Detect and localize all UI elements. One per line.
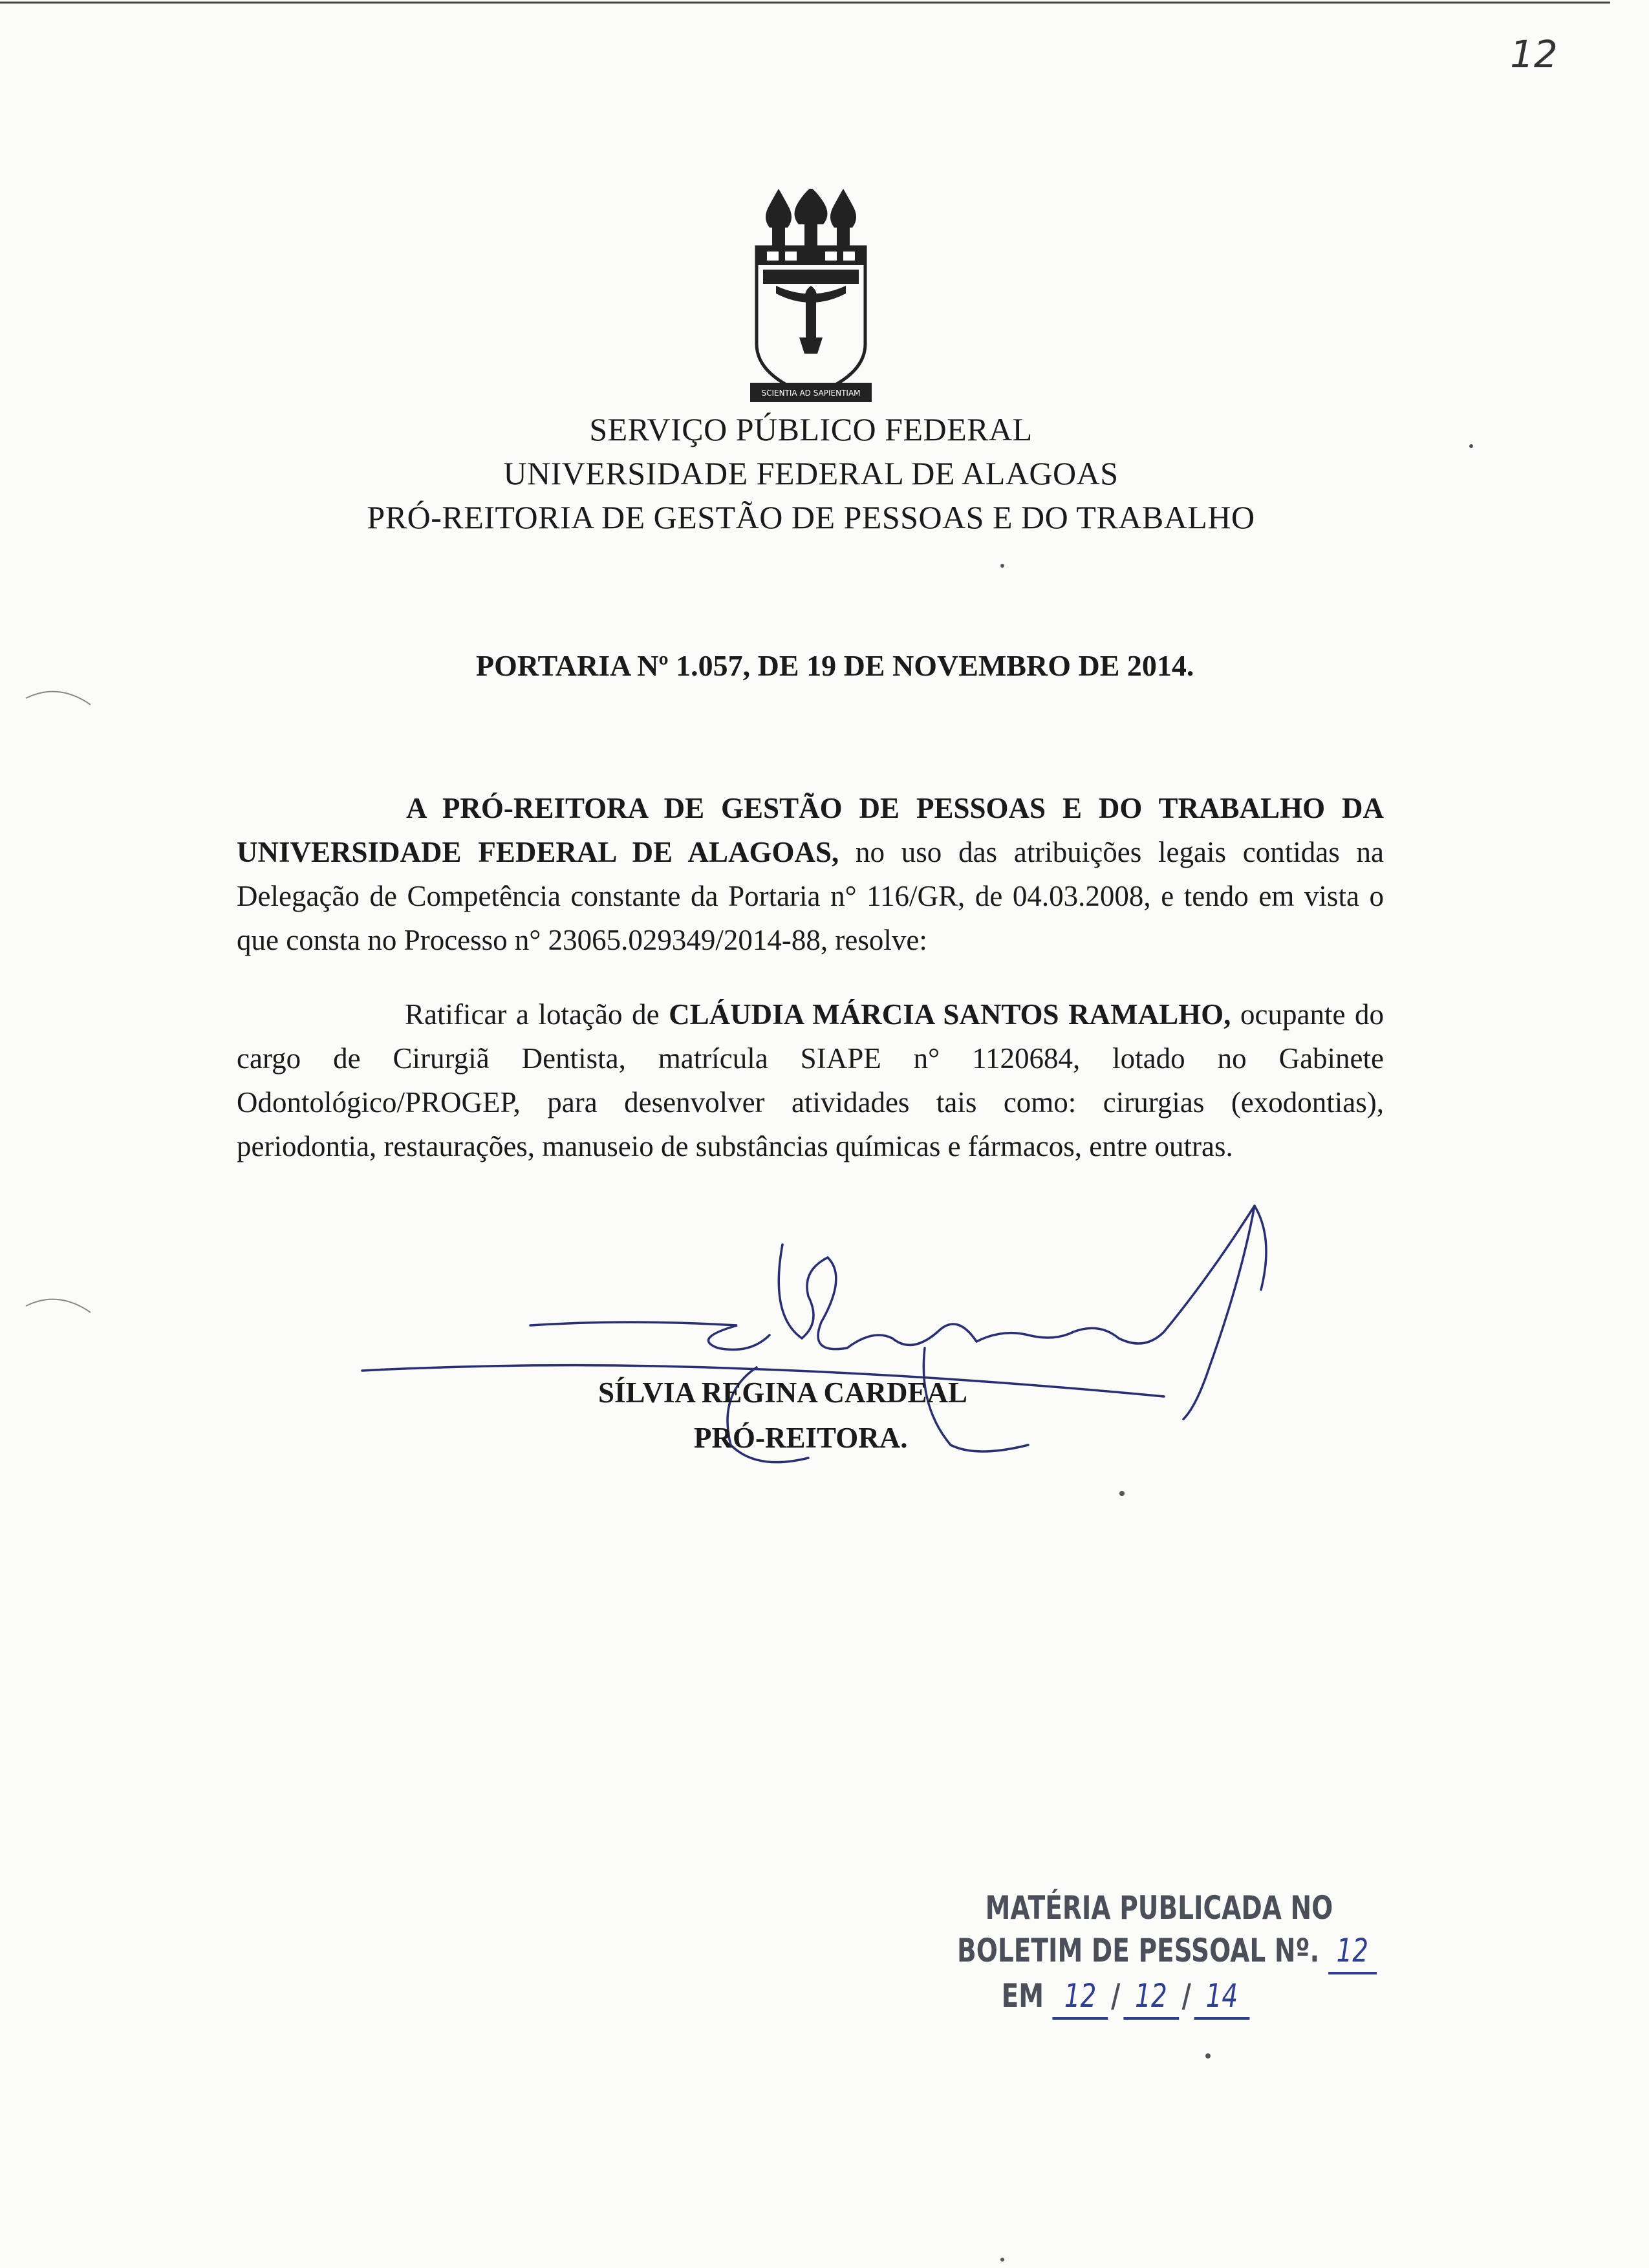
stamp-line-published: MATÉRIA PUBLICADA NO [985, 1889, 1333, 1927]
paragraph-preamble [237, 786, 1384, 962]
header-line-federal-service: SERVIÇO PÚBLICO FEDERAL [589, 411, 1033, 447]
signer-name: SÍLVIA REGINA CARDEAL [598, 1376, 968, 1409]
stamp-date-month: 12 [1123, 1974, 1179, 2020]
crest-motto: SCIENTIA AD SAPIENTIAM [761, 389, 861, 398]
stamp-date-year: 14 [1194, 1974, 1250, 2020]
resolution-lead: Ratificar a lotação de [405, 998, 669, 1031]
stamp-date-separator: / [1181, 1977, 1191, 2015]
publication-stamp [957, 1887, 1369, 2020]
preamble-bold-lead: A PRÓ-REITORA DE GESTÃO DE PESSOAS E DO TRABALHO DA UNIVERSIDADE FEDERAL DE ALAGOAS, [237, 792, 1384, 868]
header-line-pro-rectory: PRÓ-REITORIA DE GESTÃO DE PESSOAS E DO TRABALHO [367, 499, 1255, 535]
document-header [0, 407, 1622, 539]
portaria-title: PORTARIA Nº 1.057, DE 19 DE NOVEMBRO DE 2014. [476, 649, 1194, 682]
stamp-line-date [957, 1974, 1240, 2020]
handwritten-page-number: 12 [1510, 32, 1558, 76]
stamp-date-separator: / [1111, 1977, 1121, 2015]
resolution-text: ocupante do cargo de Cirurgiã Dentista, matrícula SIAPE n° 1120684, lotado no Gabinete Odontológico/PROGEP, para desenvolver atividades tais como: cirurgias (exodontias), periodontia, restaurações, manuseio de substâncias químicas e fármacos, entre outras. [237, 998, 1384, 1162]
university-crest-logo [750, 189, 872, 406]
employee-name: CLÁUDIA MÁRCIA SANTOS RAMALHO, [669, 998, 1231, 1031]
stamp-date-day: 12 [1053, 1974, 1108, 2020]
header-line-university: UNIVERSIDADE FEDERAL DE ALAGOAS [503, 455, 1119, 491]
signer-role: PRÓ-REITORA. [694, 1422, 908, 1454]
paragraph-resolution [237, 992, 1384, 1168]
stamp-boletim-number: 12 [1328, 1929, 1377, 1974]
preamble-text: no uso das atribuições legais contidas na Delegação de Competência constante da Portaria n° 116/GR, de 04.03.2008, e tendo em vista o que consta no Processo n° 23065.029349/2014-88, resolve: [237, 836, 1384, 956]
stamp-boletim-label: BOLETIM DE PESSOAL Nº. [957, 1932, 1320, 1969]
stamp-line-boletim [957, 1929, 1369, 1974]
stamp-date-label: EM [1001, 1977, 1044, 2015]
